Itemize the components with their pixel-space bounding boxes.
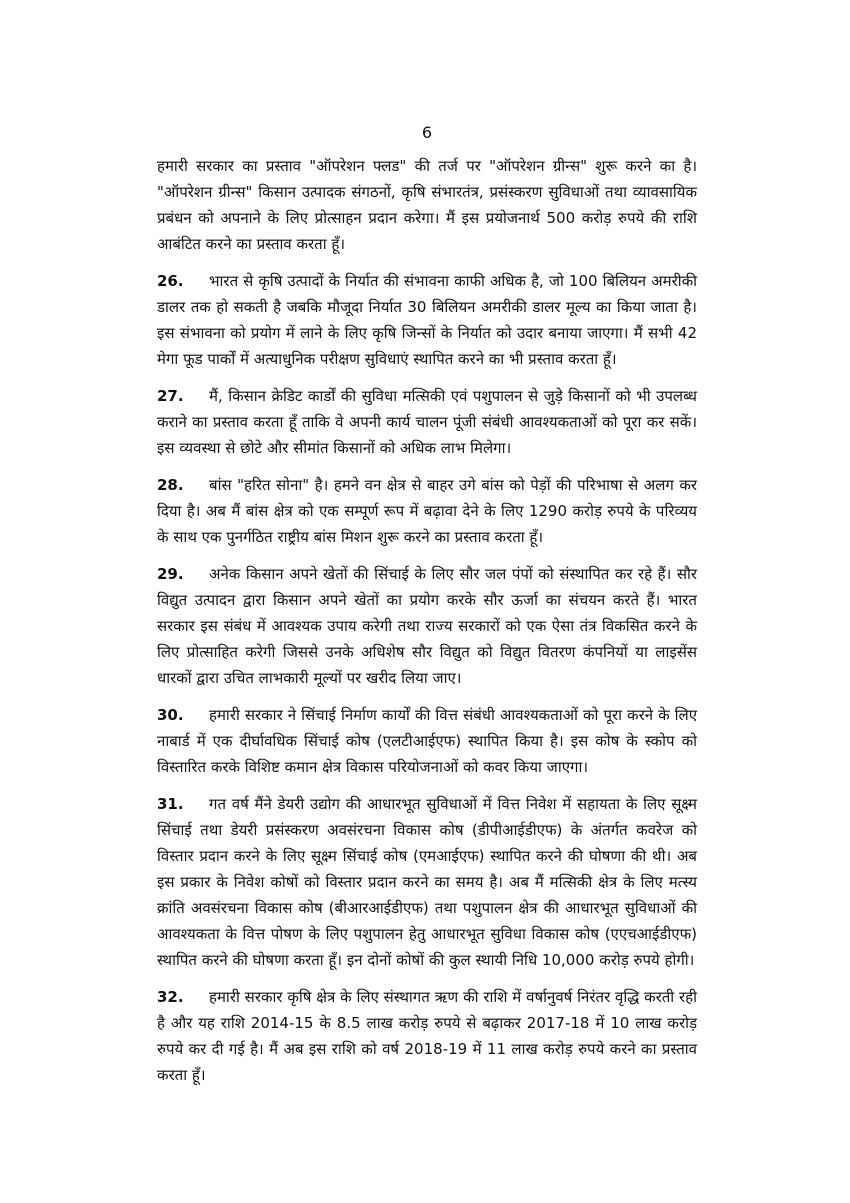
paragraph-text: बांस "हरित सोना" है। हमने वन क्षेत्र से बाहर उगे बांस को पेड़ों की परिभाषा से अलग कर दिया है। अब मैं बांस क्षेत्र को एक सम्पूर्ण रूप में बढ़ावा देने के लिए 1290 करोड़ रुपये के परिव्यय के साथ एक पुनर्गठित राष्ट्रीय बांस मिशन शुरू करने का प्रस्ताव करता हूँ। (157, 476, 697, 546)
paragraph-32 (157, 984, 697, 1088)
paragraph-text: हमारी सरकार ने सिंचाई निर्माण कार्यों की वित्त संबंधी आवश्यकताओं को पूरा करने के लिए नाबार्ड में एक दीर्घावधिक सिंचाई कोष (एलटीआईएफ) स्थापित किया है। इस कोष के स्कोप को विस्तारित करके विशिष्ट कमान क्षेत्र विकास परियोजनाओं को कवर किया जाएगा। (157, 706, 697, 776)
paragraph-number: 28. (157, 476, 184, 494)
paragraph-number: 29. (157, 565, 184, 583)
document-page (157, 122, 697, 1099)
paragraph-text: अनेक किसान अपने खेतों की सिंचाई के लिए सौर जल पंपों को संस्थापित कर रहे हैं। सौर विद्युत उत्पादन द्वारा किसान अपने खेतों का प्रयोग करके सौर ऊर्जा का संचयन करते हैं। भारत सरकार इस संबंध में आवश्यक उपाय करेगी तथा राज्य सरकारों को एक ऐसा तंत्र विकसित करने के लिए प्रोत्साहित करेगी जिससे उनके अधिशेष सौर विद्युत को विद्युत वितरण कंपनियों या लाइसेंस धारकों द्वारा उचित लाभकारी मूल्यों पर खरीद लिया जाए। (157, 565, 697, 687)
paragraph-number: 32. (157, 988, 184, 1006)
paragraph-number: 31. (157, 795, 184, 813)
paragraph-text: गत वर्ष मैंने डेयरी उद्योग की आधारभूत सुविधाओं में वित्त निवेश में सहायता के लिए सूक्ष्म सिंचाई तथा डेयरी प्रसंस्करण अवसंरचना विकास कोष (डीपीआईडीएफ) के अंतर्गत कवरेज को विस्तार प्रदान करने के लिए सूक्ष्म सिंचाई कोष (एमआईएफ) स्थापित करने की घोषणा की थी। अब इस प्रकार के निवेश कोषों को विस्तार प्रदान करने का समय है। अब मैं मत्सिकी क्षेत्र के लिए मत्स्य क्रांति अवसंरचना विकास कोष (बीआरआईडीएफ) तथा पशुपालन क्षेत्र की आधारभूत सुविधाओं की आवश्यकता के वित्त पोषण के लिए पशुपालन हेतु आधारभूत सुविधा विकास कोष (एएचआईडीएफ) स्थापित करने की घोषणा करता हूँ। इन दोनों कोषों की कुल स्थायी निधि 10,000 करोड़ रुपये होगी। (157, 795, 697, 969)
paragraph-26 (157, 268, 697, 372)
paragraph-text: मैं, किसान क्रेडिट कार्डों की सुविधा मत्सिकी एवं पशुपालन से जुड़े किसानों को भी उपलब्ध कराने का प्रस्ताव करता हूँ ताकि वे अपनी कार्य चालन पूंजी संबंधी आवश्यकताओं को पूरा कर सकें। इस व्यवस्था से छोटे और सीमांत किसानों को अधिक लाभ मिलेगा। (157, 387, 697, 457)
paragraph-number: 27. (157, 387, 184, 405)
page-number: 6 (421, 123, 433, 142)
paragraph-27 (157, 383, 697, 461)
paragraph-31 (157, 791, 697, 973)
paragraph-number: 26. (157, 272, 184, 290)
paragraph-text: हमारी सरकार कृषि क्षेत्र के लिए संस्थागत ऋण की राशि में वर्षानुवर्ष निरंतर वृद्धि करती रही है और यह राशि 2014-15 के 8.5 लाख करोड़ रुपये से बढ़ाकर 2017-18 में 10 लाख करोड़ रुपये कर दी गई है। मैं अब इस राशि को वर्ष 2018-19 में 11 लाख करोड़ रुपये करने का प्रस्ताव करता हूँ। (157, 988, 697, 1084)
paragraph-28 (157, 472, 697, 550)
paragraph-text: हमारी सरकार का प्रस्ताव "ऑपरेशन फ्लड" की तर्ज पर "ऑपरेशन ग्रीन्स" शुरू करने का है। "ऑपरेशन ग्रीन्स" किसान उत्पादक संगठनों, कृषि संभारतंत्र, प्रसंस्करण सुविधाओं तथा व्यावसायिक प्रबंधन को अपनाने के लिए प्रोत्साहन प्रदान करेगा। मैं इस प्रयोजनार्थ 500 करोड़ रुपये की राशि आबंटित करने का प्रस्ताव करता हूँ। (157, 157, 697, 253)
paragraph-number: 30. (157, 706, 184, 724)
paragraph-29 (157, 561, 697, 691)
paragraph-operation-greens (157, 153, 697, 257)
paragraph-text: भारत से कृषि उत्पादों के निर्यात की संभावना काफी अधिक है, जो 100 बिलियन अमरीकी डालर तक हो सकती है जबकि मौजूदा निर्यात 30 बिलियन अमरीकी डालर मूल्य का किया जाता है। इस संभावना को प्रयोग में लाने के लिए कृषि जिन्सों के निर्यात को उदार बनाया जाएगा। मैं सभी 42 मेगा फूड पार्कों में अत्याधुनिक परीक्षण सुविधाएं स्थापित करने का भी प्रस्ताव करता हूँ। (157, 272, 697, 368)
paragraph-30 (157, 702, 697, 780)
